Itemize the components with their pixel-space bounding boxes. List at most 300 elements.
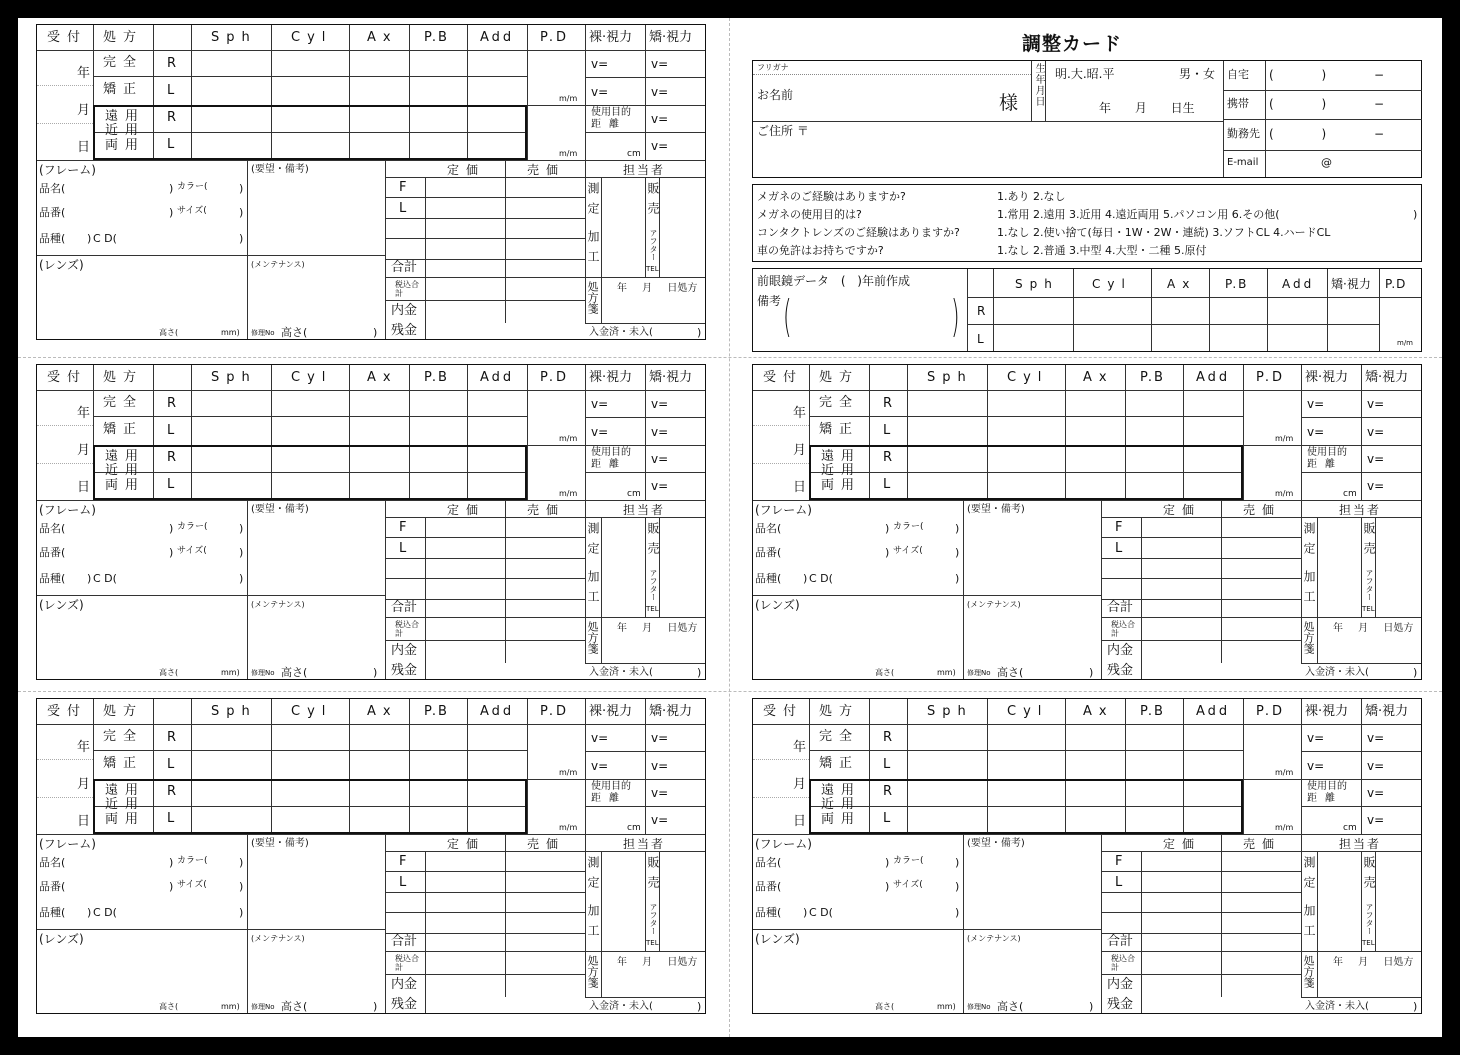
- pd-unit-2: m/m: [1275, 489, 1294, 498]
- frame-price-row: F: [399, 180, 407, 195]
- payment-status-close: ): [697, 1000, 702, 1013]
- col-sph: Sph: [211, 370, 257, 385]
- size-label: サイズ(: [177, 546, 207, 556]
- product-name-close: ): [885, 522, 890, 535]
- questionnaire-box: [752, 184, 1422, 262]
- repair-number-open: 高さ(: [997, 1000, 1024, 1013]
- color-label: カラー(: [893, 856, 924, 866]
- row-distance: 遠用: [105, 109, 146, 124]
- row-l-2: L: [167, 137, 175, 152]
- list-price-header: 定価: [447, 503, 486, 517]
- payment-status: 入金済・未入(: [589, 667, 653, 678]
- prescription-date: 年 月 日処方: [1333, 957, 1414, 968]
- balance-label: 残金: [1107, 663, 1134, 678]
- row-l-1: L: [167, 83, 175, 98]
- distance-unit: cm: [1343, 823, 1357, 833]
- corrected-vision-1: v=: [651, 731, 669, 745]
- col-cyl: Cyl: [291, 30, 333, 45]
- cd-label: C D(: [809, 906, 833, 919]
- frame-price-row: F: [399, 520, 407, 535]
- repair-number-open: 高さ(: [997, 666, 1024, 679]
- subtotal-label: 合計: [391, 600, 418, 615]
- answer-4: 1.なし 2.普通 3.中型 4.大型・二種 5.原付: [997, 244, 1207, 257]
- work-phone-label: 勤務先: [1227, 127, 1260, 140]
- product-name-label: 品名(: [755, 856, 782, 869]
- repair-number-label: 修理No: [967, 1003, 991, 1011]
- staff-header: 担当者: [1339, 503, 1382, 517]
- row-r-2: R: [167, 110, 177, 125]
- reception-header: 受付: [763, 704, 804, 719]
- repair-number-label: 修理No: [251, 669, 275, 677]
- processing-label: 加工: [586, 230, 600, 270]
- col-add: Add: [1196, 704, 1231, 719]
- reception-header: 受付: [47, 370, 88, 385]
- product-name-label: 品名(: [39, 522, 66, 535]
- col-corrected-vision: 矯·視力: [649, 30, 693, 45]
- pd-unit-1: m/m: [1275, 768, 1294, 777]
- aftercare-tel: TEL: [1362, 605, 1375, 613]
- prescription-header: 処方: [819, 704, 860, 719]
- prescription-header: 処方: [103, 30, 144, 45]
- corrected-vision-1: v=: [1367, 731, 1385, 745]
- measurement-label: 測定: [1302, 856, 1316, 896]
- corrected-vision-4: v=: [651, 139, 669, 153]
- col-cyl: Cyl: [291, 704, 333, 719]
- purpose-label: 使用目的: [1307, 781, 1347, 792]
- col-pb: P.B: [424, 704, 449, 719]
- col-ax: Ax: [367, 30, 398, 45]
- product-name-close: ): [169, 182, 174, 195]
- row-near: 近用: [821, 797, 862, 812]
- size-close: ): [955, 880, 960, 893]
- repair-number-label: 修理No: [967, 669, 991, 677]
- payment-status: 入金済・未入(: [1305, 667, 1369, 678]
- date-year: 年: [77, 66, 91, 81]
- prescription-sheet-label: 処方箋: [586, 281, 599, 314]
- col-pd: P.D: [540, 704, 569, 719]
- date-year: 年: [793, 406, 807, 421]
- col-add: Add: [1196, 370, 1231, 385]
- deposit-label: 内金: [1107, 977, 1134, 992]
- corrected-vision-3: v=: [1367, 786, 1385, 800]
- col-corrected-vision: 矯·視力: [649, 704, 693, 719]
- form-sheet: [18, 18, 1442, 1037]
- product-number-label: 品番(: [755, 546, 782, 559]
- product-type-close: ): [803, 906, 808, 919]
- date-month: 月: [793, 443, 807, 458]
- naked-vision-2: v=: [1307, 759, 1325, 773]
- adjustment-card: [752, 32, 1424, 352]
- col-naked-vision: 裸·視力: [589, 370, 633, 385]
- deposit-label: 内金: [1107, 643, 1134, 658]
- row-r-2: R: [167, 784, 177, 799]
- home-phone-format: ( ) −: [1269, 68, 1385, 82]
- repair-number-close: ): [373, 326, 378, 339]
- aftercare-tel: TEL: [646, 605, 659, 613]
- row-corrected: 矯正: [103, 422, 144, 437]
- payment-status-close: ): [697, 666, 702, 679]
- col-add: Add: [480, 704, 515, 719]
- repair-number-open: 高さ(: [281, 1000, 308, 1013]
- row-full-correction: 完全: [103, 729, 144, 744]
- col-pd: P.D: [1256, 370, 1285, 385]
- reception-header: 受付: [763, 370, 804, 385]
- row-distance: 遠用: [821, 449, 862, 464]
- measurement-label: 測定: [586, 856, 600, 896]
- prev-col-add: Add: [1282, 277, 1315, 291]
- naked-vision-2: v=: [591, 759, 609, 773]
- processing-label: 加工: [1302, 904, 1316, 944]
- product-name-label: 品名(: [755, 522, 782, 535]
- subtotal-label: 合計: [391, 260, 418, 275]
- color-close: ): [239, 856, 244, 869]
- naked-vision-1: v=: [591, 57, 609, 71]
- date-month: 月: [77, 777, 91, 792]
- lens-section-label: (レンズ): [755, 598, 800, 612]
- processing-label: 加工: [586, 904, 600, 944]
- lens-section-label: (レンズ): [39, 598, 84, 612]
- requests-label: (要望・備考): [967, 504, 1025, 515]
- card-bottom-left: [36, 698, 706, 1014]
- col-corrected-vision: 矯·視力: [1365, 704, 1409, 719]
- row-near: 近用: [105, 123, 146, 138]
- list-price-header: 定価: [447, 837, 486, 851]
- height-close: mm): [937, 1002, 956, 1011]
- frame-price-row: F: [1115, 520, 1123, 535]
- col-pb: P.B: [1140, 370, 1165, 385]
- color-label: カラー(: [893, 522, 924, 532]
- prescription-date: 年 月 日処方: [617, 283, 698, 294]
- pd-unit-1: m/m: [559, 768, 578, 777]
- row-l-1: L: [167, 757, 175, 772]
- row-l-2: L: [167, 477, 175, 492]
- corrected-vision-3: v=: [651, 112, 669, 126]
- maintenance-label: (メンテナンス): [251, 934, 305, 943]
- naked-vision-1: v=: [1307, 731, 1325, 745]
- distance-label: 距離: [1307, 459, 1343, 470]
- row-corrected: 矯正: [103, 756, 144, 771]
- cd-label: C D(: [93, 906, 117, 919]
- sales-label: 販売: [1362, 856, 1376, 896]
- row-distance: 遠用: [105, 449, 146, 464]
- date-year: 年: [77, 740, 91, 755]
- frame-section-label: (フレーム): [39, 163, 96, 177]
- col-sph: Sph: [927, 370, 973, 385]
- payment-status-close: ): [697, 326, 702, 339]
- cd-close: ): [239, 572, 244, 585]
- adjustment-card-title: 調整カード: [1022, 33, 1123, 55]
- row-near: 近用: [105, 797, 146, 812]
- email-label: E-mail: [1227, 157, 1259, 168]
- prescription-date: 年 月 日処方: [617, 623, 698, 634]
- sales-label: 販売: [646, 856, 660, 896]
- prescription-date: 年 月 日処方: [617, 957, 698, 968]
- honorific-sama: 様: [999, 92, 1019, 114]
- row-r-1: R: [167, 396, 177, 411]
- balance-label: 残金: [1107, 997, 1134, 1012]
- row-corrected: 矯正: [819, 756, 860, 771]
- purpose-label: 使用目的: [591, 781, 631, 792]
- date-month: 月: [77, 103, 91, 118]
- naked-vision-1: v=: [591, 731, 609, 745]
- product-name-label: 品名(: [39, 856, 66, 869]
- row-l-2: L: [167, 811, 175, 826]
- era-options: 明.大.昭.平: [1055, 67, 1115, 81]
- fold-line-top: [18, 357, 1442, 358]
- sale-price-header: 売価: [527, 837, 566, 851]
- subtotal-label: 合計: [1107, 934, 1134, 949]
- row-r-1: R: [167, 730, 177, 745]
- size-label: サイズ(: [177, 206, 207, 216]
- prev-row-r: R: [977, 304, 986, 318]
- reception-header: 受付: [47, 30, 88, 45]
- product-number-label: 品番(: [39, 206, 66, 219]
- row-full-correction: 完全: [103, 395, 144, 410]
- cd-close: ): [955, 906, 960, 919]
- height-label: 高さ(: [159, 328, 179, 337]
- sales-label: 販売: [646, 522, 660, 562]
- row-r-2: R: [883, 784, 893, 799]
- mobile-phone-format: ( ) −: [1269, 97, 1385, 111]
- cd-close: ): [955, 572, 960, 585]
- tax-included-label: 税込合計: [395, 954, 419, 972]
- corrected-vision-3: v=: [651, 452, 669, 466]
- aftercare-label: アフター: [649, 229, 658, 261]
- product-type-close: ): [87, 232, 92, 245]
- col-pd: P.D: [1256, 704, 1285, 719]
- distance-label: 距離: [591, 119, 627, 130]
- product-number-close: ): [885, 880, 890, 893]
- frame-section-label: (フレーム): [39, 837, 96, 851]
- distance-label: 距離: [1307, 793, 1343, 804]
- maintenance-label: (メンテナンス): [251, 260, 305, 269]
- sales-label: 販売: [646, 182, 660, 222]
- product-name-label: 品名(: [39, 182, 66, 195]
- question-3: コンタクトレンズのご経験はありますか?: [757, 226, 960, 239]
- product-type-label: 品種(: [39, 232, 66, 245]
- product-name-close: ): [169, 522, 174, 535]
- repair-number-close: ): [1089, 1000, 1094, 1013]
- col-add: Add: [480, 30, 515, 45]
- col-sph: Sph: [211, 30, 257, 45]
- color-close: ): [955, 856, 960, 869]
- lens-section-label: (レンズ): [39, 258, 84, 272]
- requests-label: (要望・備考): [967, 838, 1025, 849]
- distance-unit: cm: [627, 489, 641, 499]
- corrected-vision-1: v=: [651, 397, 669, 411]
- col-naked-vision: 裸·視力: [1305, 370, 1349, 385]
- prescription-header: 処方: [103, 704, 144, 719]
- deposit-label: 内金: [391, 303, 418, 318]
- col-ax: Ax: [1083, 370, 1114, 385]
- frame-price-row: F: [399, 854, 407, 869]
- subtotal-label: 合計: [1107, 600, 1134, 615]
- customer-info-box: [752, 60, 1422, 178]
- processing-label: 加工: [1302, 570, 1316, 610]
- product-number-label: 品番(: [39, 880, 66, 893]
- date-day: 日: [77, 140, 91, 155]
- prev-col-pb: P.B: [1225, 277, 1249, 291]
- pd-unit-1: m/m: [559, 434, 578, 443]
- corrected-vision-2: v=: [1367, 759, 1385, 773]
- col-cyl: Cyl: [291, 370, 333, 385]
- deposit-label: 内金: [391, 977, 418, 992]
- date-day: 日: [793, 814, 807, 829]
- date-day: 日: [77, 480, 91, 495]
- row-l-2: L: [883, 811, 891, 826]
- frame-section-label: (フレーム): [755, 503, 812, 517]
- list-price-header: 定価: [1163, 503, 1202, 517]
- row-full-correction: 完全: [819, 729, 860, 744]
- aftercare-label: アフター: [1365, 569, 1374, 601]
- col-naked-vision: 裸·視力: [589, 704, 633, 719]
- prescription-sheet-label: 処方箋: [1302, 621, 1315, 654]
- product-type-label: 品種(: [39, 906, 66, 919]
- subtotal-label: 合計: [391, 934, 418, 949]
- prescription-sheet-label: 処方箋: [586, 955, 599, 988]
- cd-close: ): [239, 232, 244, 245]
- row-r-2: R: [167, 450, 177, 465]
- product-type-close: ): [87, 906, 92, 919]
- naked-vision-2: v=: [591, 425, 609, 439]
- repair-number-label: 修理No: [251, 1003, 275, 1011]
- balance-label: 残金: [391, 997, 418, 1012]
- col-pb: P.B: [1140, 704, 1165, 719]
- prescription-date: 年 月 日処方: [1333, 623, 1414, 634]
- height-close: mm): [221, 1002, 240, 1011]
- prescription-header: 処方: [819, 370, 860, 385]
- row-bifocal: 両用: [105, 478, 146, 493]
- product-type-close: ): [87, 572, 92, 585]
- balance-label: 残金: [391, 663, 418, 678]
- prev-col-pd: P.D: [1385, 277, 1407, 291]
- row-near: 近用: [821, 463, 862, 478]
- size-close: ): [239, 546, 244, 559]
- payment-status: 入金済・未入(: [1305, 1001, 1369, 1012]
- prescription-header: 処方: [103, 370, 144, 385]
- product-name-close: ): [885, 856, 890, 869]
- card-middle-right: [752, 364, 1422, 680]
- size-close: ): [955, 546, 960, 559]
- distance-unit: cm: [627, 823, 641, 833]
- date-month: 月: [793, 777, 807, 792]
- aftercare-label: アフター: [649, 569, 658, 601]
- home-phone-label: 自宅: [1227, 68, 1249, 81]
- product-type-close: ): [803, 572, 808, 585]
- corrected-vision-3: v=: [651, 786, 669, 800]
- corrected-vision-4: v=: [651, 479, 669, 493]
- fold-line-bottom: [18, 691, 1442, 692]
- corrected-vision-2: v=: [651, 85, 669, 99]
- col-corrected-vision: 矯·視力: [1365, 370, 1409, 385]
- row-l-2: L: [883, 477, 891, 492]
- lens-price-row: L: [1115, 875, 1123, 890]
- naked-vision-1: v=: [1307, 397, 1325, 411]
- row-corrected: 矯正: [819, 422, 860, 437]
- list-price-header: 定価: [1163, 837, 1202, 851]
- maintenance-label: (メンテナンス): [967, 934, 1021, 943]
- payment-status-close: ): [1413, 666, 1418, 679]
- answer-1: 1.あり 2.なし: [997, 190, 1066, 203]
- balance-label: 残金: [391, 323, 418, 338]
- date-day: 日: [77, 814, 91, 829]
- date-day: 日: [793, 480, 807, 495]
- color-close: ): [239, 522, 244, 535]
- date-year: 年: [793, 740, 807, 755]
- aftercare-tel: TEL: [646, 265, 659, 273]
- color-label: カラー(: [177, 856, 208, 866]
- col-ax: Ax: [1083, 704, 1114, 719]
- corrected-vision-1: v=: [651, 57, 669, 71]
- col-ax: Ax: [367, 704, 398, 719]
- product-type-label: 品種(: [755, 906, 782, 919]
- pd-unit-2: m/m: [559, 823, 578, 832]
- sale-price-header: 売価: [527, 163, 566, 177]
- cd-label: C D(: [93, 232, 117, 245]
- size-label: サイズ(: [893, 880, 923, 890]
- naked-vision-2: v=: [1307, 425, 1325, 439]
- row-corrected: 矯正: [103, 82, 144, 97]
- frame-section-label: (フレーム): [755, 837, 812, 851]
- size-close: ): [239, 206, 244, 219]
- product-number-label: 品番(: [755, 880, 782, 893]
- requests-label: (要望・備考): [251, 164, 309, 175]
- cd-label: C D(: [93, 572, 117, 585]
- sales-label: 販売: [1362, 522, 1376, 562]
- row-distance: 遠用: [821, 783, 862, 798]
- answer-2-close: ): [1413, 208, 1418, 221]
- row-l-1: L: [883, 423, 891, 438]
- lens-price-row: L: [1115, 541, 1123, 556]
- product-number-close: ): [885, 546, 890, 559]
- cd-label: C D(: [809, 572, 833, 585]
- lens-price-row: L: [399, 201, 407, 216]
- date-month: 月: [77, 443, 91, 458]
- height-label: 高さ(: [875, 668, 895, 677]
- corrected-vision-3: v=: [1367, 452, 1385, 466]
- distance-label: 距離: [591, 793, 627, 804]
- name-label: お名前: [757, 88, 794, 102]
- lens-price-row: L: [399, 541, 407, 556]
- prev-col-ax: Ax: [1167, 277, 1197, 291]
- product-number-close: ): [169, 206, 174, 219]
- prev-col-corrected-vision: 矯·視力: [1331, 277, 1371, 291]
- row-bifocal: 両用: [821, 478, 862, 493]
- prev-col-sph: Sph: [1015, 277, 1059, 291]
- corrected-vision-4: v=: [1367, 479, 1385, 493]
- col-sph: Sph: [211, 704, 257, 719]
- pd-unit-1: m/m: [559, 94, 578, 103]
- col-pd: P.D: [540, 370, 569, 385]
- repair-number-close: ): [373, 666, 378, 679]
- tax-included-label: 税込合計: [395, 280, 419, 298]
- product-number-close: ): [169, 546, 174, 559]
- maintenance-label: (メンテナンス): [967, 600, 1021, 609]
- sale-price-header: 売価: [1243, 503, 1282, 517]
- tax-included-label: 税込合計: [395, 620, 419, 638]
- birthdate-format: 年 月 日生: [1099, 101, 1195, 115]
- lens-section-label: (レンズ): [755, 932, 800, 946]
- col-naked-vision: 裸·視力: [1305, 704, 1349, 719]
- height-close: mm): [221, 328, 240, 337]
- col-corrected-vision: 矯·視力: [649, 370, 693, 385]
- prescription-sheet-label: 処方箋: [586, 621, 599, 654]
- staff-header: 担当者: [623, 837, 666, 851]
- purpose-label: 使用目的: [591, 447, 631, 458]
- row-r-1: R: [167, 56, 177, 71]
- lens-price-row: L: [399, 875, 407, 890]
- col-pb: P.B: [424, 370, 449, 385]
